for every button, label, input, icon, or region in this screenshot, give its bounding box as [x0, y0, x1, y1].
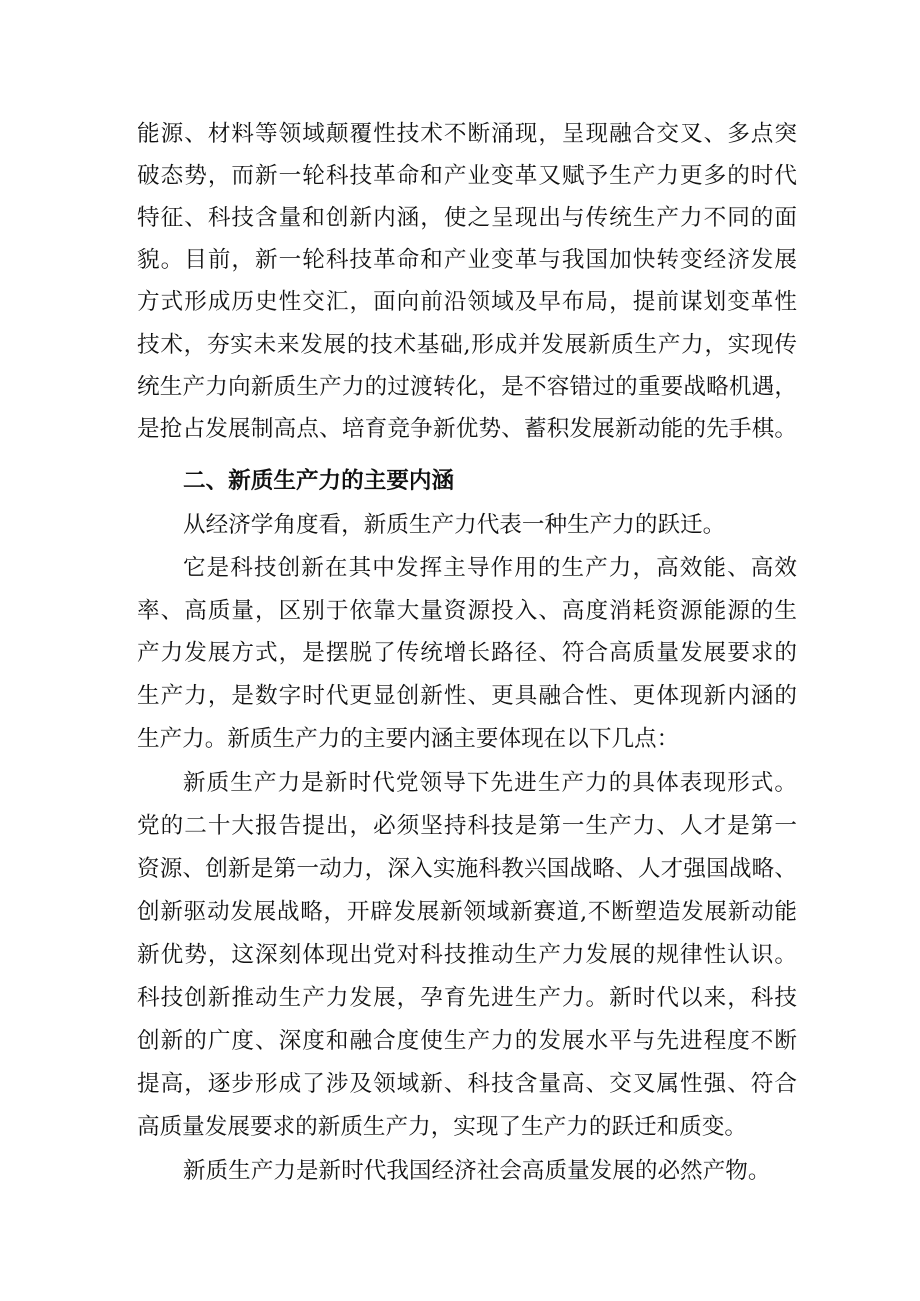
paragraph-line: 貌。目前，新一轮科技革命和产业变革与我国加快转变经济发展: [137, 247, 797, 273]
section-heading: 二、新质生产力的主要内涵: [183, 468, 455, 494]
paragraph-line: 生产力。新质生产力的主要内涵主要体现在以下几点：: [137, 726, 680, 752]
paragraph-line: 破态势，而新一轮科技革命和产业变革又赋予生产力更多的时代: [137, 163, 797, 189]
paragraph-line: 资源、创新是第一动力，深入实施科教兴国战略、人才强国战略、: [137, 856, 797, 882]
paragraph-line: 能源、材料等领域颠覆性技术不断涌现，呈现融合交叉、多点突: [137, 121, 797, 147]
paragraph-line: 特征、科技含量和创新内涵，使之呈现出与传统生产力不同的面: [137, 205, 797, 231]
paragraph-line: 提高，逐步形成了涉及领域新、科技含量高、交叉属性强、符合: [137, 1071, 797, 1097]
paragraph-line: 它是科技创新在其中发挥主导作用的生产力，高效能、高效: [183, 555, 797, 581]
paragraph-line: 产力发展方式，是摆脱了传统增长路径、符合高质量发展要求的: [137, 640, 797, 666]
paragraph-line: 率、高质量，区别于依靠大量资源投入、高度消耗资源能源的生: [137, 598, 797, 624]
paragraph-line: 新质生产力是新时代党领导下先进生产力的具体表现形式。: [183, 770, 797, 796]
paragraph-line: 党的二十大报告提出，必须坚持科技是第一生产力、人才是第一: [137, 813, 797, 839]
paragraph-line: 方式形成历史性交汇，面向前沿领域及早布局，提前谋划变革性: [137, 289, 797, 315]
paragraph-line: 高质量发展要求的新质生产力，实现了生产力的跃迁和质变。: [137, 1114, 748, 1140]
paragraph-line: 统生产力向新质生产力的过渡转化，是不容错过的重要战略机遇，: [137, 374, 797, 400]
paragraph-line: 是抢占发展制高点、培育竞争新优势、蓄积发展新动能的先手棋。: [137, 416, 797, 442]
paragraph-line: 从经济学角度看，新质生产力代表一种生产力的跃迁。: [183, 512, 726, 538]
paragraph-line: 创新驱动发展战略，开辟发展新领域新赛道,不断塑造发展新动能: [137, 899, 797, 925]
paragraph-line: 新质生产力是新时代我国经济社会高质量发展的必然产物。: [183, 1158, 771, 1184]
paragraph-line: 科技创新推动生产力发展，孕育先进生产力。新时代以来，科技: [137, 985, 797, 1011]
paragraph-line: 技术，夯实未来发展的技术基础,形成并发展新质生产力，实现传: [137, 332, 797, 358]
paragraph-line: 新优势，这深刻体现出党对科技推动生产力发展的规律性认识。: [137, 942, 797, 968]
paragraph-line: 创新的广度、深度和融合度使生产力的发展水平与先进程度不断: [137, 1028, 797, 1054]
paragraph-line: 生产力，是数字时代更显创新性、更具融合性、更体现新内涵的: [137, 683, 797, 709]
